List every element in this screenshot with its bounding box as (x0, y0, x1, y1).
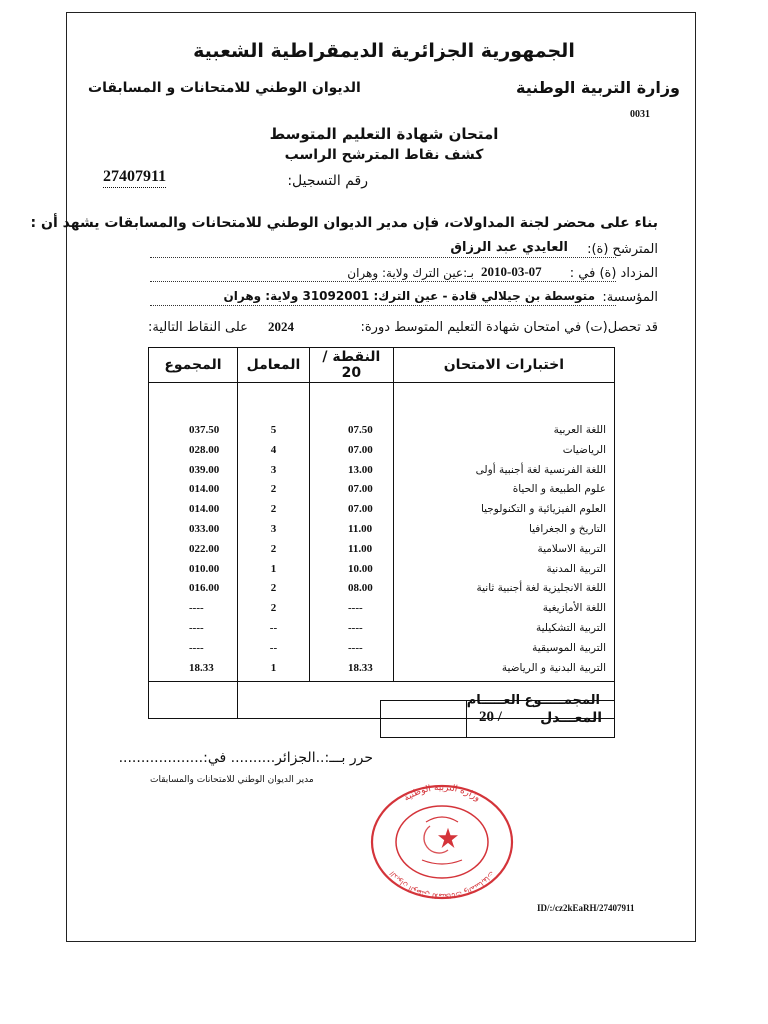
birth-line (150, 281, 616, 282)
session-tail: على النقاط التالية: (148, 320, 248, 335)
official-stamp (368, 782, 516, 900)
average-denominator: 20 / (479, 709, 502, 725)
subject-cell: علوم الطبيعة و الحياة (512, 483, 606, 496)
header-total: المجموع (149, 348, 238, 383)
total-cell: 014.00 (189, 503, 220, 516)
grade-cell: ---- (348, 602, 363, 615)
subject-cell: التربية التشكيلية (535, 621, 606, 634)
total-cell: 18.33 (189, 661, 214, 674)
stamp-inner-text: الديوان الوطني للامتحانات والمسابقات (388, 869, 496, 900)
grades-column (310, 383, 394, 682)
grade-cell: 13.00 (348, 463, 373, 476)
total-cell: 037.50 (189, 424, 220, 436)
office-name: الديوان الوطني للامتحانات و المسابقات (88, 80, 361, 96)
grade-cell: 07.00 (348, 443, 373, 456)
coef-cell: 2 (270, 503, 277, 516)
subject-cell: العلوم الفيزيائية و التكنولوجيا (480, 503, 606, 516)
grade-cell: 10.00 (348, 562, 373, 575)
average-label: المعـــدل (540, 710, 602, 726)
registration-number: 27407911 (103, 168, 166, 188)
total-cell: ---- (189, 602, 204, 615)
coefficients-list (238, 383, 309, 678)
subject-cell: التربية المدنية (546, 562, 606, 575)
total-cell: 028.00 (189, 443, 220, 456)
total-cell: 033.00 (189, 522, 220, 535)
table-header-row (149, 348, 615, 383)
header-grade: النقطة / 20 (310, 348, 394, 383)
school-label: المؤسسة: (602, 290, 658, 305)
subjects-list (394, 383, 614, 678)
coef-cell: 1 (270, 562, 277, 575)
coef-cell: 2 (270, 602, 277, 615)
session-text: قد تحصل(ت) في امتحان شهادة التعليم المتوسط دورة: (360, 320, 658, 335)
grade-cell: 07.00 (348, 503, 373, 516)
candidate-name-line (150, 257, 616, 258)
total-cell: ---- (189, 621, 204, 634)
emblem-icon (422, 817, 462, 864)
grades-list (310, 383, 393, 678)
birth-date: 2010-03-07 (481, 264, 542, 279)
scores-table (148, 347, 615, 719)
totals-list (149, 383, 237, 678)
grand-total-label: المجمـــــوع العـــــام (237, 682, 614, 719)
school-name: متوسطة بن جيلالي قادة - عين الترك: 31092001 ولاية: وهران (223, 289, 595, 303)
header-coefficient: المعامل (237, 348, 309, 383)
ministry-name: وزارة التربية الوطنية (515, 78, 680, 97)
subject-cell: التربية البدنية و الرياضية (501, 661, 606, 674)
total-cell: 022.00 (189, 542, 220, 555)
coef-cell: 4 (270, 443, 277, 456)
coef-cell: 5 (270, 424, 277, 436)
signer-title: مدير الديوان الوطني للامتحانات والمسابقات (150, 775, 314, 785)
document-id: ID/:/cz2kEaRH/27407911 (537, 903, 635, 913)
total-cell: 014.00 (189, 483, 220, 496)
grade-cell: 08.00 (348, 582, 373, 595)
coef-cell: 1 (270, 661, 277, 674)
birth-place: بـ:عين الترك ولاية: وهران (347, 266, 474, 280)
grade-cell: 07.00 (348, 483, 373, 496)
grade-cell: 11.00 (348, 522, 373, 535)
coef-cell: 2 (270, 542, 277, 555)
candidate-name: العايدي عبد الرزاق (450, 240, 568, 255)
grade-cell: ---- (348, 641, 363, 654)
total-cell: 016.00 (189, 582, 220, 595)
exam-title: امتحان شهادة التعليم المتوسط (269, 125, 499, 143)
subject-cell: اللغة الأمازيغية (542, 602, 606, 615)
coef-cell: -- (269, 641, 278, 654)
stamp-outer-text: وزارة التربية الوطنية (402, 782, 482, 804)
subject-cell: التربية الموسيقية (532, 641, 606, 654)
total-cell: 010.00 (189, 562, 220, 575)
subject-cell: الرياضيات (562, 443, 606, 456)
header-exam: اختبارات الامتحان (393, 348, 614, 383)
subjects-column (393, 383, 614, 682)
coef-cell: 2 (270, 582, 277, 595)
average-box (380, 700, 615, 738)
coef-cell: 3 (270, 463, 277, 476)
grade-cell: 11.00 (348, 542, 373, 555)
grand-total-value (149, 682, 238, 719)
totals-column (149, 383, 238, 682)
sheet-title: كشف نقاط المترشح الراسب (284, 147, 484, 163)
subject-cell: التاريخ و الجغرافيا (528, 522, 606, 535)
subject-cell: اللغة الفرنسية لغة أجنبية أولى (475, 463, 606, 476)
total-cell: 039.00 (189, 463, 220, 476)
grade-cell: ---- (348, 621, 363, 634)
registration-label: رقم التسجيل: (287, 173, 368, 189)
school-line (150, 305, 616, 306)
subject-cell: التربية الاسلامية (537, 542, 606, 555)
issued-at: حرر بـــ:..الجزائر.......... في:................... (118, 750, 373, 766)
table-body-row (149, 383, 615, 682)
average-divider (466, 701, 467, 737)
birth-label: المزداد (ة) في : (569, 266, 658, 281)
subject-cell: اللغة العربية (553, 424, 606, 436)
coefficients-column (237, 383, 309, 682)
document-number: 0031 (630, 109, 650, 120)
grade-cell: 07.50 (348, 424, 373, 436)
republic-title: الجمهورية الجزائرية الديمقراطية الشعبية (193, 40, 575, 62)
subject-cell: اللغة الانجليزية لغة أجنبية ثانية (476, 582, 606, 595)
coef-cell: -- (269, 621, 278, 634)
certification-intro: بناء على محضر لجنة المداولات، فإن مدير الديوان الوطني للامتحانات والمسابقات يشهد أن : (30, 215, 658, 231)
session-year: 2024 (268, 319, 294, 334)
coef-cell: 2 (270, 483, 277, 496)
total-cell: ---- (189, 641, 204, 654)
grade-cell: 18.33 (348, 661, 373, 674)
coef-cell: 3 (270, 522, 277, 535)
stamp-outer-ring (372, 786, 512, 898)
candidate-name-label: المترشح (ة): (587, 242, 658, 257)
